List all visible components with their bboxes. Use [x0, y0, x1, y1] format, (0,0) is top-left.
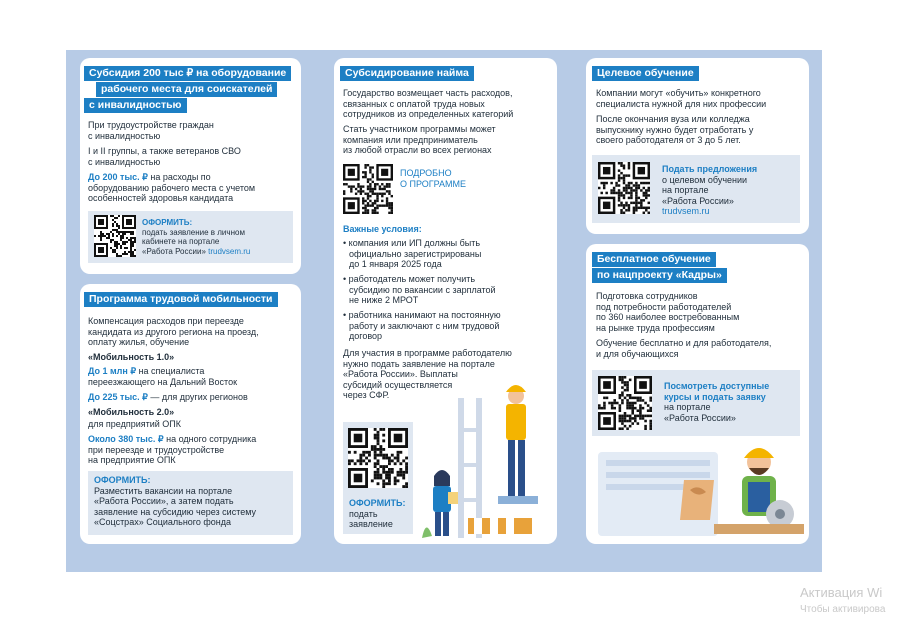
- paragraph: До 200 тыс. ₽ на расходы по оборудованию рабочего места с учетом особенностей здоровья кандидата: [88, 172, 256, 203]
- condition-item: • работника нанимают на постоянную работу и заключают с ним трудовой договор: [343, 310, 501, 341]
- trudvsem-link[interactable]: trudvsem.ru: [662, 206, 710, 216]
- paragraph: Компенсация расходов при переезде кандидата из другого региона на проезд, оплату жилья, обучение: [88, 316, 259, 347]
- conditions-title: Важные условия:: [343, 224, 422, 234]
- apply-text: ОФОРМИТЬ: Разместить вакансии на портале «Работа России», а затем подать заявление на субсидию через систему «Соцстрах» Социального фонда: [94, 475, 257, 527]
- paragraph: Стать участником программы может компания или предприниматель из любой отрасли во всех регионах: [343, 124, 496, 155]
- paragraph: Около 380 тыс. ₽ на одного сотрудника при переезде и трудоустройстве на предприятие ОПК: [88, 434, 257, 465]
- condition-item: • компания или ИП должны быть официально зарегистрированы до 1 января 2025 года: [343, 238, 482, 269]
- carpenter-illustration: [594, 440, 804, 540]
- mobility-2: «Мобильность 2.0»: [88, 407, 175, 417]
- paragraph: При трудоустройстве граждан с инвалидностью: [88, 120, 214, 141]
- card-targeted-training: [586, 58, 809, 234]
- workers-illustration: [418, 368, 554, 540]
- card-title-line: с инвалидностью: [84, 98, 187, 113]
- card-title: Программа трудовой мобильности: [84, 292, 278, 307]
- card-title-line: по нацпроекту «Кадры»: [592, 268, 727, 283]
- paragraph: До 225 тыс. ₽ — для других регионов: [88, 392, 248, 402]
- paragraph: Компании могут «обучить» конкретного специалиста нужной для них профессии: [596, 88, 767, 109]
- card-hiring-subsidy: [334, 58, 557, 544]
- paragraph: Для участия в программе работодателю нужно подать заявление на портале «Работа России». Выплаты субсидий осуществляется через СФР.: [343, 348, 512, 400]
- paragraph: Подготовка сотрудников под потребности работодателей по 360 наиболее востребованным на рынке труда профессиям: [596, 291, 740, 333]
- card-title: Целевое обучение: [592, 66, 699, 81]
- apply-text: Посмотреть доступные курсы и подать заявку на портале «Работа России»: [664, 381, 770, 423]
- apply-text: Подать предложения о целевом обучении на портале «Работа России» trudvsem.ru: [662, 164, 758, 216]
- activation-watermark-sub: Чтобы активирова: [800, 604, 886, 615]
- paragraph: I и II группы, а также ветеранов СВО с инвалидностью: [88, 146, 241, 167]
- qr-code-icon[interactable]: [94, 215, 136, 257]
- qr-code-icon[interactable]: [598, 376, 652, 430]
- qr-code-icon[interactable]: [598, 162, 650, 214]
- paragraph: Государство возмещает часть расходов, связанных с оплатой труда новых сотрудников из определенных категорий: [343, 88, 514, 119]
- qr-code-icon[interactable]: [348, 428, 408, 488]
- apply-text: ОФОРМИТЬ: подать заявление в личном кабинете на портале «Работа России» trudvsem.ru: [142, 218, 251, 256]
- card-subsidy-disability: [80, 58, 301, 274]
- card-title-line: рабочего места для соискателей: [96, 82, 277, 97]
- card-title-line: Бесплатное обучение: [592, 252, 716, 267]
- paragraph: После окончания вуза или колледжа выпускнику нужно будет отработать у своего работодателя от 3 до 5 лет.: [596, 114, 754, 145]
- activation-watermark: Активация Wi: [800, 585, 883, 600]
- card-free-training: [586, 244, 809, 544]
- card-title-line: Субсидия 200 тыс ₽ на оборудование: [84, 66, 291, 81]
- mobility-1: «Мобильность 1.0»: [88, 352, 175, 362]
- mobility-2-sub: для предприятий ОПК: [88, 419, 181, 429]
- qr-code-icon[interactable]: [343, 164, 393, 214]
- paragraph: Обучение бесплатно и для работодателя, и для обучающихся: [596, 338, 772, 359]
- trudvsem-link[interactable]: trudvsem.ru: [208, 246, 251, 256]
- card-labor-mobility: [80, 284, 301, 544]
- condition-item: • работодатель может получить субсидию по вакансии с зарплатой не ниже 2 МРОТ: [343, 274, 496, 305]
- card-title: Субсидирование найма: [340, 66, 474, 81]
- apply-text: ОФОРМИТЬ: подать заявление: [349, 498, 406, 529]
- paragraph: До 1 млн ₽ на специалиста переезжающего на Дальний Восток: [88, 366, 238, 387]
- more-about-program-link[interactable]: ПОДРОБНО О ПРОГРАММЕ: [400, 168, 467, 189]
